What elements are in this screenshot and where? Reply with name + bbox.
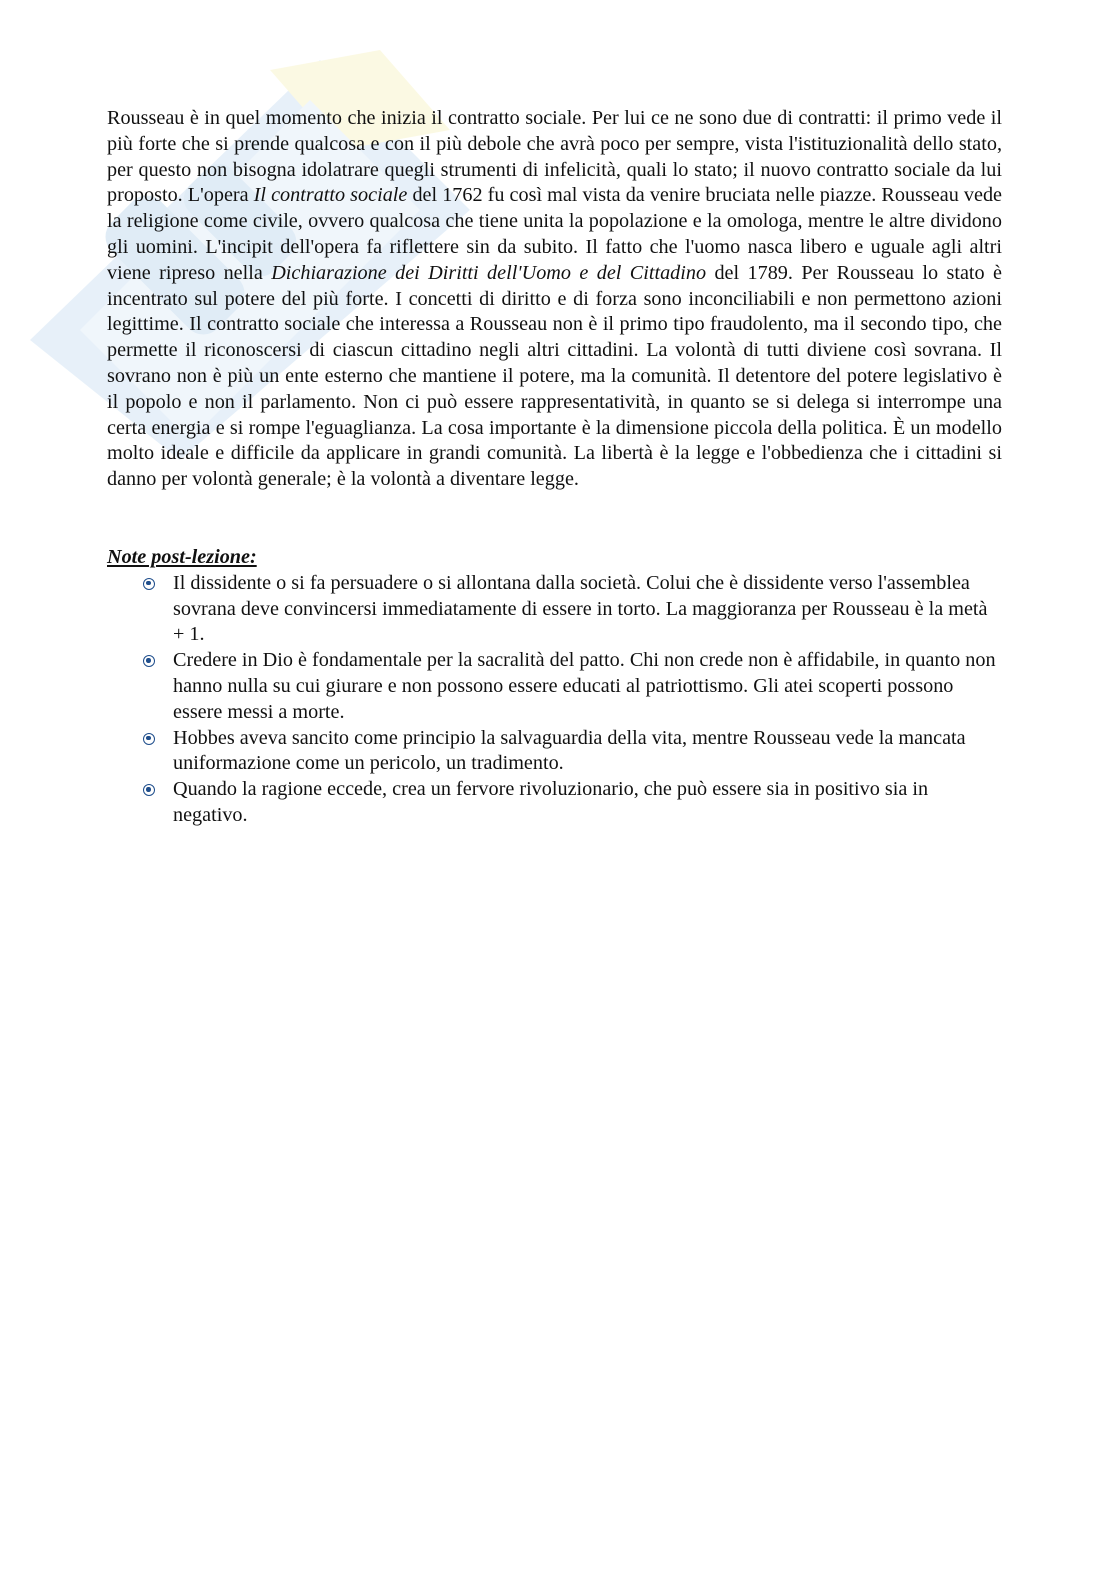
declaration-title: Dichiarazione dei Diritti dell'Uomo e del Cittadino [271, 261, 707, 284]
body-paragraph [107, 106, 1002, 493]
note-text: Quando la ragione eccede, crea un fervore rivoluzionario, che può essere sia in positivo sia in negativo. [173, 778, 929, 826]
note-text: Hobbes aveva sancito come principio la salvaguardia della vita, mentre Rousseau vede la mancata uniformazione come un pericolo, un tradimento. [173, 726, 966, 775]
radio-bullet-icon [143, 578, 155, 590]
document-page [107, 106, 1002, 829]
paragraph-text-part-3: del 1789. Per Rousseau lo stato è incentrato sul potere del più forte. I concetti di diritto e di forza sono inconciliabili e non permettono azioni legittime. Il contratto sociale che interessa a Rousseau non è il primo tipo fraudolento, ma il secondo tipo, che permette il riconoscersi di ciascun cittadino negli altri cittadini. La volontà di tutti diviene così sovrana. Il sovrano non è più un ente esterno che mantiene il potere, ma la comunità. Il detentore del potere legislativo è il popolo e non il parlamento. Non ci può essere rappresentatività, in quanto se si delega si interrompe una certa energia e si rompe l'eguaglianza. La cosa importante è la dimensione piccola della politica. È un modello molto ideale e difficile da applicare in grandi comunità. La libertà è la legge e l'obbedienza che i cittadini si danno per volontà generale; è la volontà a diventare legge. [107, 261, 1002, 491]
note-item-4 [107, 777, 1002, 829]
note-item-2 [107, 648, 1002, 725]
radio-bullet-icon [143, 784, 155, 796]
notes-heading: Note post-lezione: [107, 545, 257, 568]
note-item-3 [107, 726, 1002, 778]
work-title: Il contratto sociale [253, 184, 408, 207]
radio-bullet-icon [143, 733, 155, 745]
paragraph-text-part-1: Rousseau è in quel momento che inizia il contratto sociale. Per lui ce ne sono due di contratti: il primo vede il più forte che si prende qualcosa e con il più debole che avrà poco per sempre, vista l'istituzionalità dello stato, per questo non bisogna idolatrare quegli strumenti di infelicità, quali lo stato; il nuovo contratto sociale da lui proposto. L'opera [107, 107, 1002, 207]
note-item-1 [107, 571, 1002, 648]
radio-bullet-icon [143, 655, 155, 667]
paragraph-text-part-2: del 1762 fu così mal vista da venire bruciata nelle piazze. Rousseau vede la religione come civile, ovvero qualcosa che tiene unita la popolazione e la omologa, mentre le altre dividono gli uomini. L'incipit dell'opera fa riflettere sin da subito. Il fatto che l'uomo nasca libero e uguale agli altri viene ripreso nella [107, 184, 1002, 284]
note-text: Credere in Dio è fondamentale per la sacralità del patto. Chi non crede non è affidabile, in quanto non hanno nulla su cui giurare e non possono essere educati al patriottismo. Gli atei scoperti possono essere messi a morte. [173, 649, 996, 723]
notes-list [107, 571, 1002, 829]
note-text: Il dissidente o si fa persuadere o si allontana dalla società. Colui che è dissidente verso l'assemblea sovrana deve convincersi immediatamente di essere in torto. La maggioranza per Rousseau è la metà + 1. [173, 571, 988, 646]
